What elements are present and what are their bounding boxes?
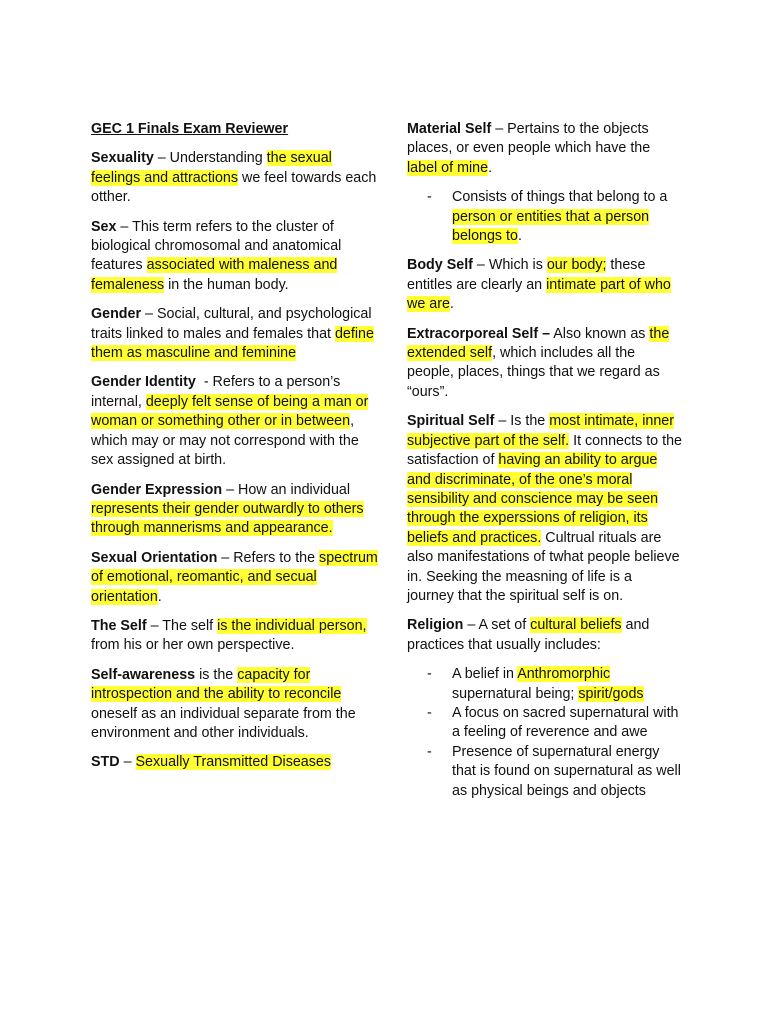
term: Sexual Orientation	[91, 549, 218, 566]
highlight: the extended self	[407, 325, 670, 362]
list-item: - Consists of things that belong to a person or entities that a person belongs to.	[407, 188, 682, 246]
highlight: spectrum of emotional, reomantic, and secual orientation	[91, 549, 378, 605]
highlight: most intimate, inner subjective part of the self.	[407, 413, 674, 449]
term: Religion	[407, 617, 464, 634]
highlight: is the individual person,	[217, 617, 367, 634]
definition-extracorporeal-self: Extracorporeal Self – Also known as the extended self, which includes all the people, places, things that we regard as “ours”.	[407, 325, 670, 400]
definition-material-self: Material Self – Pertains to the objects places, or even people which have the label of mine.	[407, 121, 651, 176]
right-column	[407, 120, 682, 811]
definition-std: STD – Sexually Transmitted Diseases	[91, 754, 331, 771]
highlight: deeply felt sense of being a man or woman or something other or in between	[91, 393, 369, 430]
list-item: - Presence of supernatural energy that is found on supernatural as well as physical beings and objects	[407, 743, 682, 801]
term: Body Self	[407, 257, 473, 274]
highlight: cultural beliefs	[530, 617, 622, 634]
document-title: GEC 1 Finals Exam Reviewer	[91, 121, 289, 137]
definition-gender-expression: Gender Expression – How an individual represents their gender outwardly to others through mannerisms and appearance.	[91, 481, 364, 537]
highlight: Sexually Transmitted Diseases	[135, 754, 331, 771]
term: STD	[91, 754, 120, 771]
highlight: intimate part of who we are	[407, 276, 671, 313]
term: The Self	[91, 617, 147, 634]
highlight: Anthromorphic	[517, 666, 611, 683]
term: Gender	[91, 306, 142, 323]
definition-sexuality: Sexuality – Understanding the sexual feelings and attractions we feel towards each otther.	[91, 150, 377, 206]
definition-self-awareness: Self-awareness is the capacity for introspection and the ability to reconcile oneself as an individual separate from the environment and other individuals.	[91, 666, 356, 741]
term: Material Self	[407, 121, 492, 137]
term: Sexuality	[91, 150, 154, 167]
highlight: associated with maleness and femaleness	[91, 257, 338, 293]
definition-gender-identity: Gender Identity - Refers to a person’s internal, deeply felt sense of being a man or woman or something other or in between, which may or may not correspond with the sex assigned at birth.	[91, 374, 369, 469]
highlight: having an ability to argue and discriminate, of the one’s moral sensibility and conscience may be seen through the experssions of religion, its beliefs and practices.	[407, 452, 659, 546]
term: Gender Identity	[91, 374, 196, 391]
list-item: - A focus on sacred supernatural with a feeling of reverence and awe	[407, 704, 682, 743]
term: Spiritual Self	[407, 413, 495, 430]
highlight: label of mine	[407, 159, 489, 176]
definition-body-self: Body Self – Which is our body; these entitles are clearly an intimate part of who we are.	[407, 257, 671, 313]
term: Extracorporeal Self –	[407, 325, 551, 342]
list-item: - A belief in Anthromorphic supernatural being; spirit/gods	[407, 665, 682, 704]
religion-list	[407, 665, 682, 801]
definition-gender: Gender – Social, cultural, and psychological traits linked to males and females that define them as masculine and feminine	[91, 306, 374, 362]
highlight: spirit/gods	[578, 685, 644, 702]
definition-spiritual-self: Spiritual Self – Is the most intimate, inner subjective part of the self. It connects to the satisfaction of having an ability to argue and discriminate, of the one’s moral sensibility and conscience may be seen through the experssions of religion, its beliefs and practices. Cultrual rituals are also manifestations of twhat people believe in. Seeking the measning of life is a journey that the spiritual self is on.	[407, 413, 682, 604]
highlight: represents their gender outwardly to others through mannerisms and appearance.	[91, 500, 364, 537]
definition-sex: Sex – This term refers to the cluster of biological chromosomal and anatomical features associated with maleness and femaleness in the human body.	[91, 218, 342, 293]
left-column	[91, 120, 381, 783]
term: Sex	[91, 218, 117, 235]
highlight: the sexual feelings and attractions	[91, 150, 332, 186]
highlight: define them as masculine and feminine	[91, 325, 374, 362]
term: Gender Expression	[91, 481, 223, 498]
definition-the-self: The Self – The self is the individual person, from his or her own perspective.	[91, 617, 367, 654]
definition-religion: Religion – A set of cultural beliefs and practices that usually includes:	[407, 617, 650, 653]
material-self-list	[407, 188, 682, 246]
term: Self-awareness	[91, 666, 196, 683]
highlight: our body;	[546, 257, 607, 274]
definition-sexual-orientation: Sexual Orientation – Refers to the spectrum of emotional, reomantic, and secual orientation.	[91, 549, 378, 605]
highlight: person or entities that a person belongs to	[452, 208, 650, 245]
highlight: capacity for introspection and the ability to reconcile	[91, 666, 342, 703]
